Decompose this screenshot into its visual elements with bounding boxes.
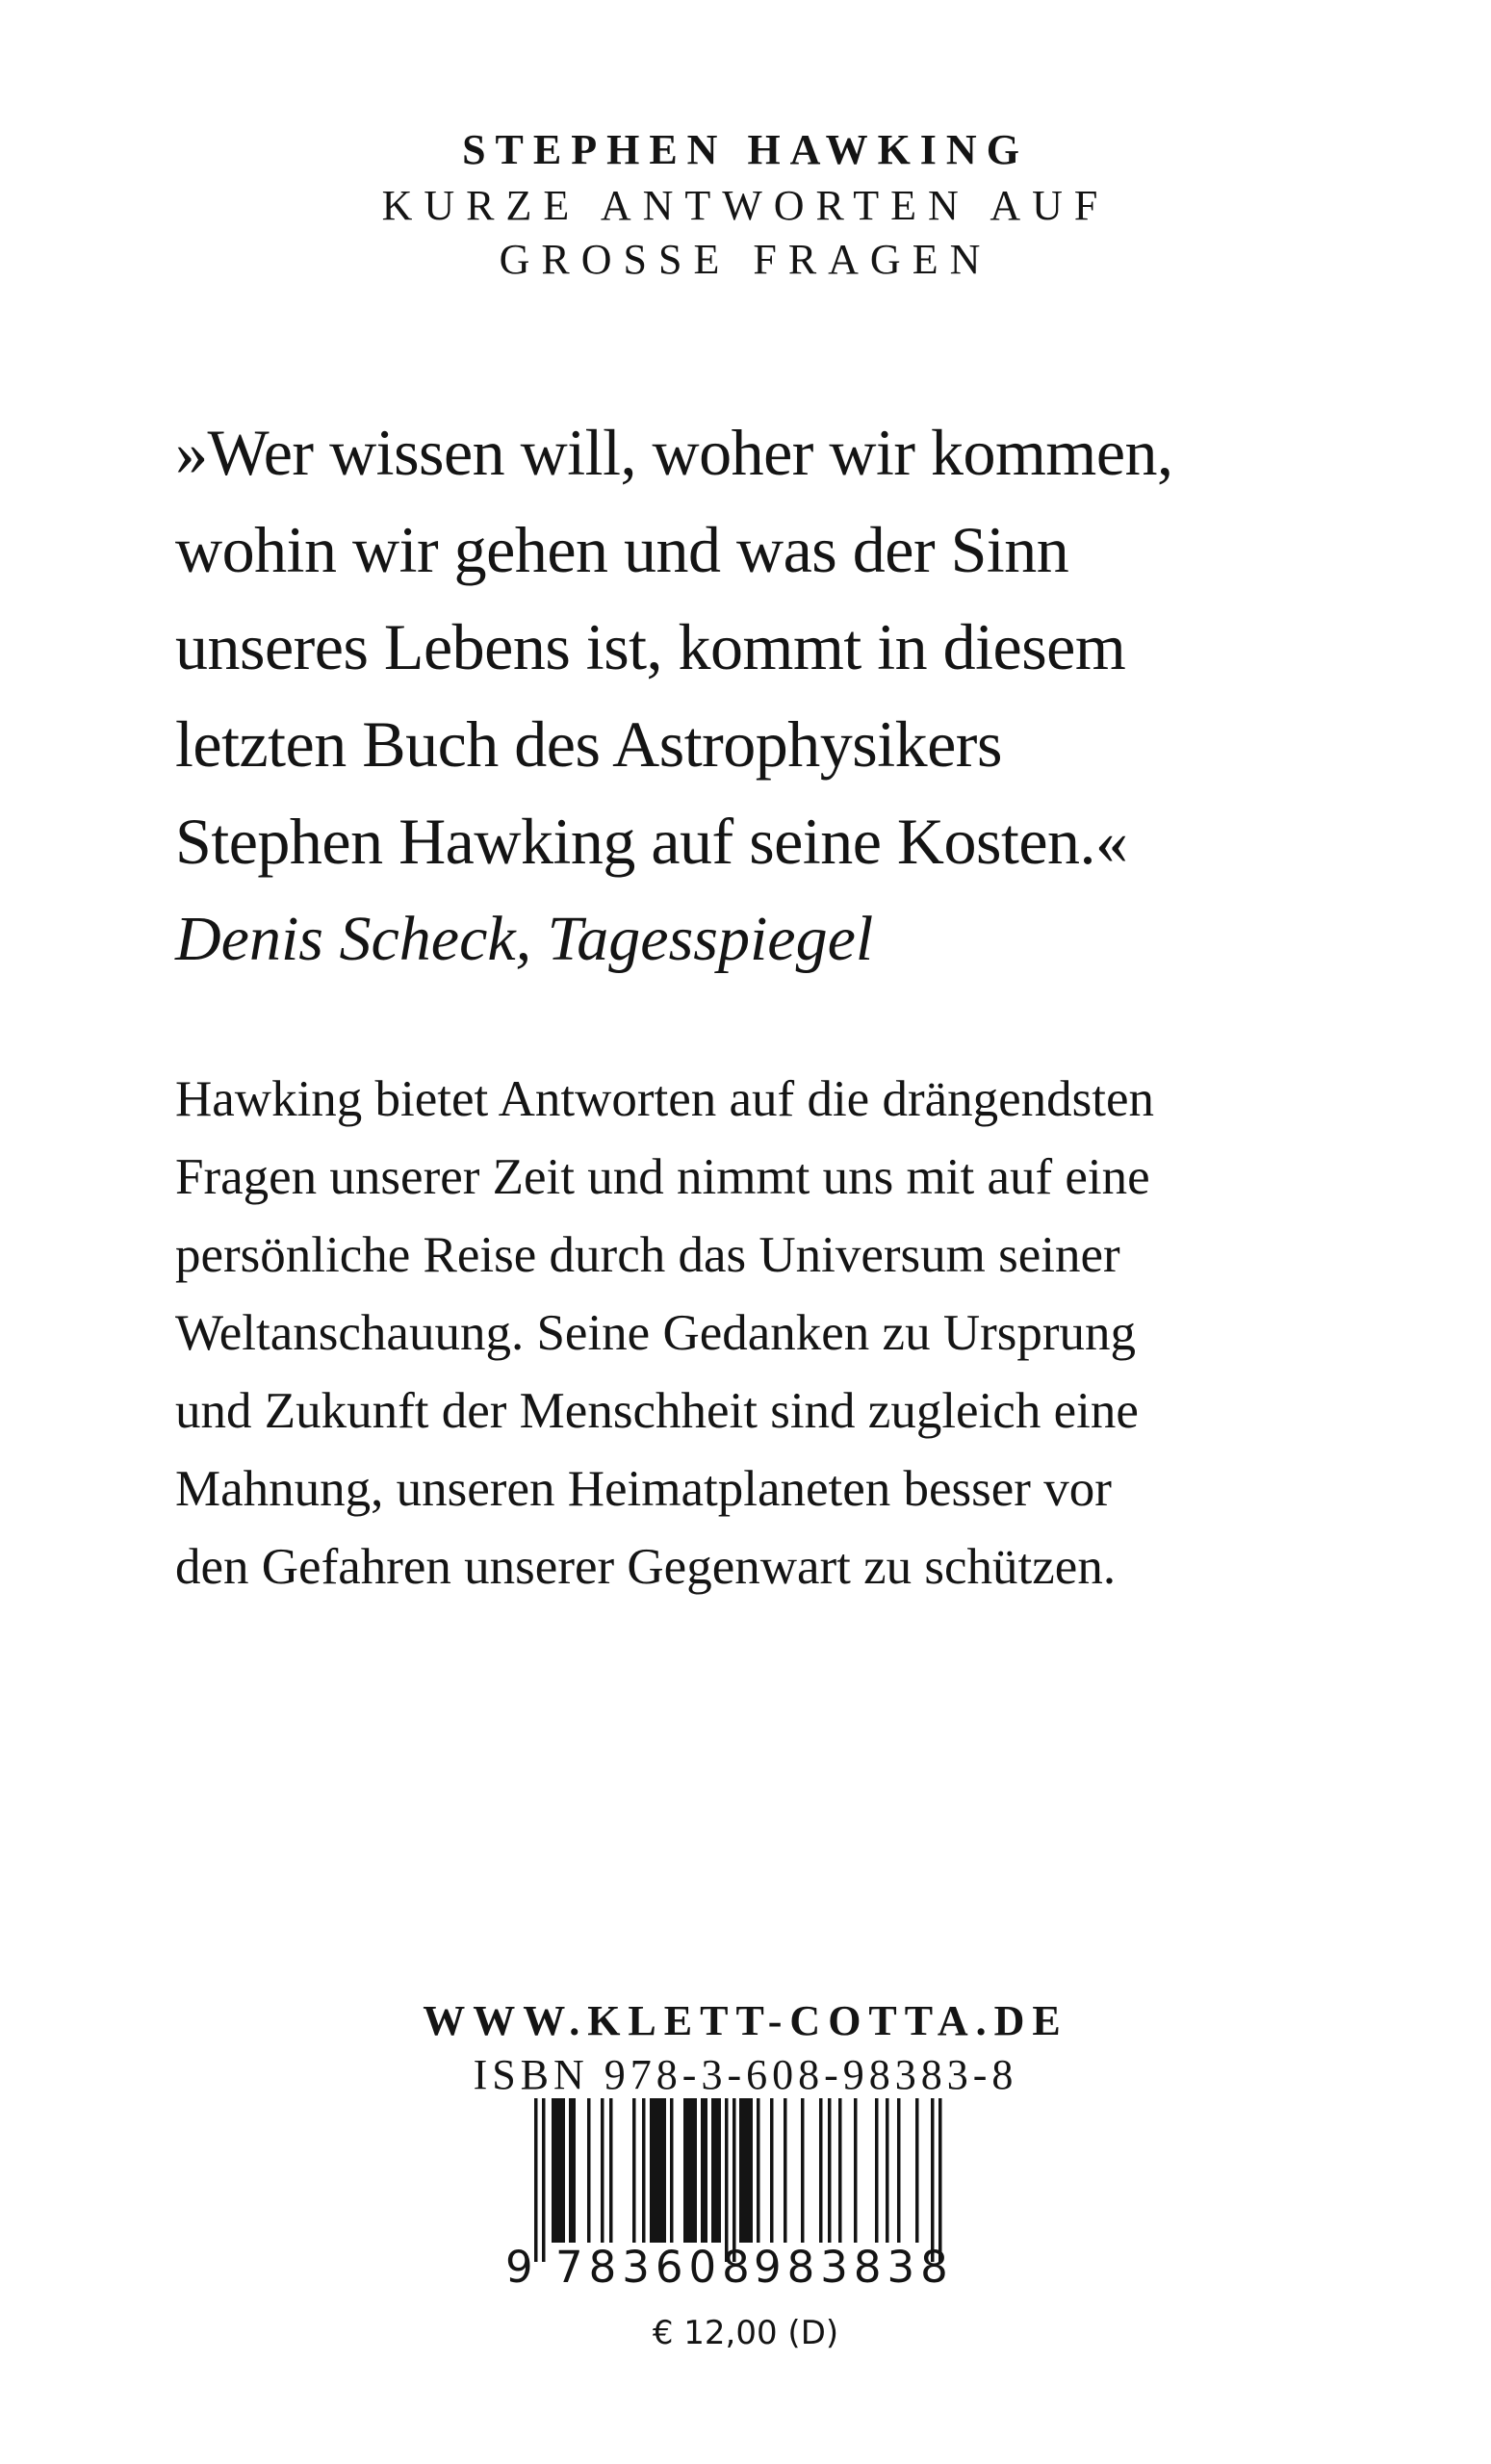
author-name: STEPHEN HAWKING [462,126,1029,173]
publisher-website: WWW.KLETT-COTTA.DE [423,1997,1068,2044]
barcode-first-digit: 9 [505,2242,533,2293]
description-line: und Zukunft der Menschheit sind zugleich eine [175,1383,1139,1439]
isbn-label: ISBN 978-3-608-98383-8 [473,2051,1018,2098]
book-title-line-1: KURZE ANTWORTEN AUF [381,182,1110,229]
description-line: Fragen unserer Zeit und nimmt uns mit auf eine [175,1149,1150,1205]
quote-line: Stephen Hawking auf seine Kosten.« [175,805,1128,878]
quote-line: »Wer wissen will, woher wir kommen, [175,416,1173,489]
description-line: persönliche Reise durch das Universum seiner [175,1227,1120,1283]
price-label: € 12,00 (D) [652,2314,839,2352]
quote-line: unseres Lebens ist, kommt in diesem [175,610,1126,683]
barcode-right-group: 983838 [754,2242,954,2293]
description-line: den Gefahren unserer Gegenwart zu schützen. [175,1539,1117,1595]
book-title-line-2: GROSSE FRAGEN [499,236,992,283]
book-description [175,1061,1378,1606]
quote-line: wohin wir gehen und was der Sinn [175,513,1069,586]
description-line: Weltanschauung. Seine Gedanken zu Ursprung [175,1305,1137,1361]
barcode-left-group: 783608 [555,2242,756,2293]
description-line: Mahnung, unseren Heimatplaneten besser vor [175,1461,1112,1517]
barcode-number [505,2239,967,2297]
review-quote [175,404,1378,988]
quote-line: letzten Buch des Astrophysikers [175,707,1002,781]
description-line: Hawking bietet Antworten auf die drängendsten [175,1071,1155,1127]
barcode-icon [534,2098,948,2262]
quote-attribution: Denis Scheck, Tagesspiegel [175,904,874,974]
